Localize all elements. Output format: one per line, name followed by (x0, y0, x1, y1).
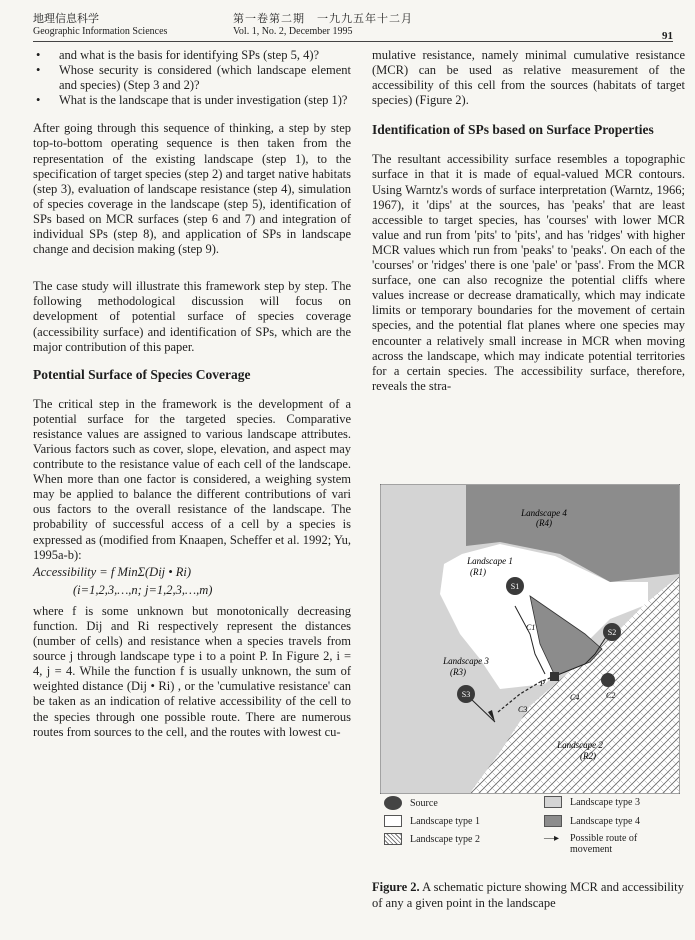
label-r3: (R3) (450, 667, 466, 677)
paragraph: The critical step in the framework is the development of a potential surface for the targeted species. Comparative resistance values are assigned to various landscape attributes. Various factors such as cover, slope, elevation, and aspect may contribute to the resistance value of each cell of the landscape. When more than one factor is considered, a weighing system may be applied to balance the different contributions of vari ous factors to the overall resistance of the landscape. The probability of successful access of a cell by a species is expressed as (modified from Knaapen, Scheffer et al. 1992; Yu, 1995a-b): (33, 396, 351, 562)
label-landscape-1: Landscape 1 (467, 556, 513, 566)
swatch-icon (544, 796, 562, 808)
formula: Accessibility = f MinΣ(Dij • Ri) (33, 564, 192, 579)
left-column (33, 48, 351, 740)
legend-lt3: Landscape type 3 (544, 796, 640, 808)
label-c3: C3 (518, 705, 528, 714)
list-item: • and what is the basis for identifying SPs (step 5, 4)? (33, 48, 351, 63)
paragraph: The case study will illustrate this framework step by step. The following methodological discussion will focus on development of potential surface of species coverage (accessibility surface) and identification of SPs, which are the major contribution of this paper. (33, 279, 351, 354)
formula-indices: (i=1,2,3,…,n; j=1,2,3,…,m) (73, 582, 213, 597)
label-s2: S2 (607, 628, 617, 637)
paragraph: The resultant accessibility surface resembles a topographic surface in that it is made of equal-valued MCR contours. Using Warntz's words of surface interpretation (Warntz, 1966; 1967), it 'dips' at the sources, has 'peaks' that are least accessible to target species, has 'courses' with lower MCR value and run from 'pits' to 'pits', and has 'ridges' with higher MCR values which run from 'peaks' to 'peaks'. On each of the 'courses' or 'ridges' there is one 'pale' or 'pass'. From the MCR surface, one can also recognize the potential cliffs where values increase or decrease dramatically, which may indicate limits or temporary boundaries for the movement of certain species, and the potential flat planes where one species may encounter a relatively small increase in MCR when moving across the landscape, which may indicate potential territories for a certain species. The accessibility surface, therefore, reveals the stra- (372, 152, 685, 393)
label-r4: (R4) (536, 518, 552, 528)
page-number: 91 (662, 30, 673, 42)
label-c2: C2 (606, 691, 616, 700)
legend-lt1: Landscape type 1 (384, 815, 480, 827)
label-landscape-4: Landscape 4 (521, 508, 567, 518)
issue-en: Vol. 1, No. 2, December 1995 (233, 26, 353, 37)
question-list (33, 48, 351, 108)
legend-source: Source (384, 796, 438, 810)
section-heading: Identification of SPs based on Surface Properties (372, 122, 654, 138)
label-landscape-2: Landscape 2 (557, 740, 603, 750)
source-icon (384, 796, 402, 810)
label-c4: C4 (570, 693, 580, 702)
label-r1: (R1) (470, 567, 486, 577)
paragraph: After going through this sequence of thinking, a step by step top-to-bottom operating sequence is then taken from the representation of the existing landscape (step 1), to the specification of target species (step 2) and target native habitats (step 3), evaluation of landscape resistance (step 4), simulation of species coverage in the landscape (step 5), identification of SPs based on MCR surfaces (step 6 and 7) and integration of individual SPs (step 8), and application of SPs in landscape change and decision making (step 9). (33, 121, 351, 257)
figure-legend (380, 796, 680, 856)
figure-caption: Figure 2. A schematic picture showing MCR and accessibility of any a given point in the landscape (372, 880, 684, 910)
label-r2: (R2) (580, 751, 596, 761)
legend-route: —▸ Possible route of movement (544, 833, 638, 855)
landscape-figure (380, 484, 680, 794)
list-item: • Whose security is considered (which landscape element and species) (Step 3 and 2)? (33, 63, 351, 93)
header-rule (33, 41, 673, 42)
label-c1: C1 (526, 623, 536, 632)
label-landscape-3: Landscape 3 (443, 656, 489, 666)
issue-cn: 第一卷第二期 一九九五年十二月 (233, 13, 413, 25)
source-s4 (601, 673, 615, 687)
page-header (33, 8, 673, 52)
section-heading: Potential Surface of Species Coverage (33, 366, 251, 382)
journal-title-cn: 地理信息科学 (33, 13, 99, 25)
right-column (372, 48, 685, 394)
legend-lt4: Landscape type 4 (544, 815, 640, 827)
arrow-icon: —▸ (544, 833, 560, 844)
journal-title-en: Geographic Information Sciences (33, 26, 168, 37)
swatch-icon (384, 833, 402, 845)
paragraph: mulative resistance, namely minimal cumulative resistance (MCR) can be used as relative measurement of the accessibility of this cell from the sources (habitats of target species) (Figure 2). (372, 48, 685, 108)
label-s1: S1 (510, 582, 520, 591)
swatch-icon (384, 815, 402, 827)
label-p: P (540, 679, 545, 688)
paragraph: where f is some unknown but monotonically decreasing function. Dij and Ri respectively represent the distances (number of cells) and resistance when a species travels from source j through landscape type i to a point P. In Figure 2, i = 4, j = 4. While the function f is usually unknown, the sum of weighted distance (Dij • Ri) , or the 'cumulative resistance' can be taken as an indication of relative accessibility of the cell to the species through one possible route. There are numerous routes from sources to the cell, and the routes with lowest cu- (33, 603, 351, 739)
swatch-icon (544, 815, 562, 827)
legend-lt2: Landscape type 2 (384, 833, 480, 845)
list-item: • What is the landscape that is under investigation (step 1)? (33, 93, 351, 108)
point-p (550, 672, 559, 681)
label-s3: S3 (461, 690, 471, 699)
